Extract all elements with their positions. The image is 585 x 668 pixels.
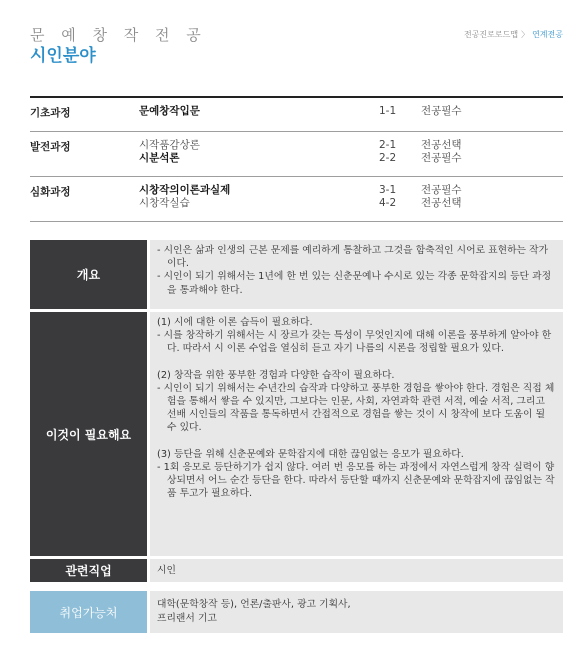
info-table <box>30 240 563 636</box>
needs-text: - 시를 창작하기 위해서는 시 장르가 갖는 특성이 무엇인지에 대해 이론을 풍부하게 알아야 한다. 따라서 시 이론 수업을 열심히 듣고 자기 나름의 시론을 정립할 필요가 있다. <box>157 330 552 355</box>
course-code: 2-2 <box>379 152 397 164</box>
course-item <box>139 152 563 165</box>
course-name: 시작품감상론 <box>139 139 200 151</box>
needs-heading: (2) 창작을 위한 풍부한 경험과 다양한 습작이 필요하다. <box>157 369 395 381</box>
course-type: 전공선택 <box>421 139 462 151</box>
jobs-label: 관련직업 <box>30 559 147 582</box>
course-type: 전공필수 <box>421 105 462 117</box>
course-table <box>30 96 563 222</box>
breadcrumb-current-link[interactable]: 연계전공 <box>532 30 563 39</box>
needs-row <box>30 312 563 556</box>
course-type: 전공필수 <box>421 152 462 164</box>
overview-content <box>150 240 563 309</box>
overview-label: 개요 <box>30 240 147 309</box>
overview-row <box>30 240 563 309</box>
field-title: 시인분야 <box>30 46 96 66</box>
breadcrumb-root-link[interactable]: 전공진로로드맵 <box>463 30 519 39</box>
needs-heading: (3) 등단을 위해 신춘문예와 문학잡지에 대한 끊임없는 응모가 필요하다. <box>157 448 464 460</box>
stage-label: 발전과정 <box>30 141 71 153</box>
needs-text: - 시인이 되기 위해서는 수년간의 습작과 다양하고 풍부한 경험을 쌓아야 한다. 경험은 직접 체험을 통해서 쌓을 수 있지만, 그보다는 인문, 사회, 자연과학 관련 서적, 예술 서적, 그리고 선배 시인들의 작품을 통독하면서 간접적으로 경험을 쌓는 것이 시 창작에 보다 도움이 될 수 있다. <box>157 382 555 434</box>
course-item <box>139 184 563 197</box>
course-item <box>139 139 563 152</box>
course-name: 문예창작입문 <box>139 105 200 117</box>
breadcrumb <box>464 29 563 40</box>
stage-label: 기초과정 <box>30 107 71 119</box>
needs-text: - 1회 응모로 등단하기가 쉽지 않다. 여러 번 응모를 하는 과정에서 자연스럽게 창작 실력이 향상되면서 어느 순간 등단을 한다. 따라서 등단할 때까지 신춘문예와 문학잡지에 끊임없는 작품 투고가 필요하다. <box>157 461 555 500</box>
employment-label: 취업가능처 <box>30 591 147 633</box>
course-type: 전공필수 <box>421 184 462 196</box>
course-code: 3-1 <box>379 184 397 196</box>
employment-row <box>30 591 563 633</box>
department-title: 문 예 창 작 전 공 <box>30 26 207 44</box>
overview-line: - 시인은 삶과 인생의 근본 문제를 예리하게 통찰하고 그것을 함축적인 시어로 표현하는 작가이다. <box>157 245 549 270</box>
jobs-content: 시인 <box>150 559 563 582</box>
page-header <box>30 26 563 67</box>
course-name: 시창작실습 <box>139 197 190 209</box>
needs-heading: (1) 시에 대한 이론 습득이 필요하다. <box>157 317 313 328</box>
course-code: 1-1 <box>379 105 397 117</box>
course-row-basic <box>30 98 563 132</box>
stage-label: 심화과정 <box>30 186 71 198</box>
course-name: 시창작의이론과실제 <box>139 184 231 196</box>
course-row-advanced <box>30 177 563 222</box>
course-code: 4-2 <box>379 197 397 209</box>
course-row-development <box>30 132 563 177</box>
overview-line: - 시인이 되기 위해서는 1년에 한 번 있는 신춘문예나 수시로 있는 각종 문학잡지의 등단 과정을 통과해야 한다. <box>157 271 552 296</box>
course-type: 전공선택 <box>421 197 462 209</box>
needs-label: 이것이 필요해요 <box>30 312 147 556</box>
needs-content <box>150 312 563 556</box>
course-item <box>139 105 563 118</box>
employment-line: 프리랜서 기고 <box>157 612 217 624</box>
employment-line: 대학(문학창작 등), 언론/출판사, 광고 기획사, <box>157 599 351 611</box>
course-item <box>139 197 563 210</box>
course-name: 시분석론 <box>139 152 180 164</box>
jobs-row <box>30 559 563 582</box>
course-code: 2-1 <box>379 139 397 151</box>
employment-content <box>150 591 563 633</box>
breadcrumb-separator: 〉 <box>521 30 530 39</box>
